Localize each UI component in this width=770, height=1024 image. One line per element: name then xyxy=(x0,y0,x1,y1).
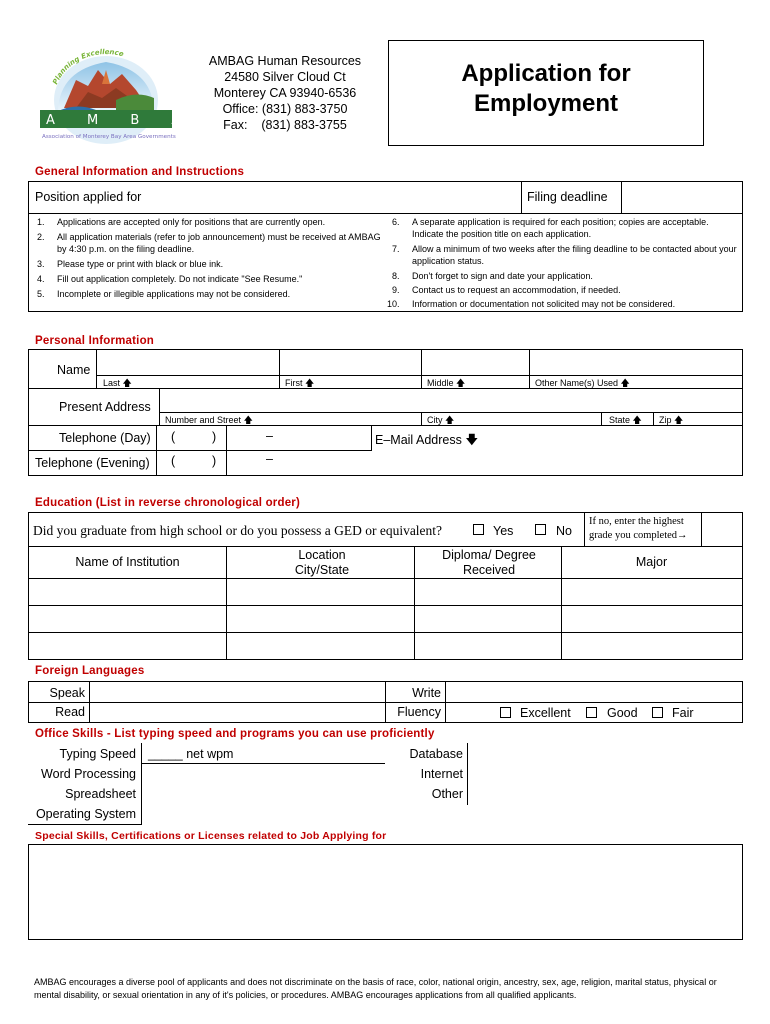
speak-field[interactable] xyxy=(90,682,384,701)
address-field[interactable] xyxy=(160,389,742,411)
ambag-logo xyxy=(36,40,176,150)
logo-letters: A M B xyxy=(46,113,154,128)
org-line: Monterey CA 93940-6536 xyxy=(213,86,357,100)
read-field[interactable] xyxy=(90,703,384,722)
instruction-item: 9. Contact us to request an accommodation, if needed. xyxy=(392,285,621,295)
typing-speed-field[interactable] xyxy=(142,743,384,762)
fluency-label: Fluency xyxy=(397,705,441,719)
position-label: Position applied for xyxy=(35,190,142,204)
name-label: Name xyxy=(57,363,91,377)
languages-box xyxy=(28,681,743,723)
street-caption: Number and Street 🡅 xyxy=(165,415,253,425)
graduation-question: Did you graduate from high school or do you possess a GED or equivalent? xyxy=(33,523,443,538)
first-name-field[interactable] xyxy=(280,350,420,374)
internet-label: Internet xyxy=(420,767,463,781)
org-line: Office: (831) 883-3750 xyxy=(222,102,348,116)
internet-field[interactable] xyxy=(468,764,741,783)
instruction-item: 2. All application materials (refer to job announcement) must be received at AMBAG by 4:30 p.m. on the filing deadline. xyxy=(37,232,381,254)
read-label: Read xyxy=(55,705,85,719)
highest-grade-label: If no, enter the highest grade you completed→ xyxy=(589,516,688,541)
org-line: Fax: (831) 883-3755 xyxy=(223,118,347,132)
no-label: No xyxy=(556,524,572,538)
phone-day-close-paren: ) xyxy=(212,430,217,444)
instruction-item: 1. Applications are accepted only for positions that are currently open. xyxy=(37,217,326,227)
highest-grade-field[interactable] xyxy=(702,513,742,545)
zip-caption: Zip 🡅 xyxy=(659,415,684,425)
instruction-item: 3. Please type or print with black or blue ink. xyxy=(37,259,224,269)
yes-checkbox[interactable] xyxy=(473,524,484,535)
other-names-field[interactable] xyxy=(530,350,742,374)
logo-subtitle: Association of Monterey Bay Area Governments xyxy=(42,134,176,140)
general-heading: General Information and Instructions xyxy=(35,166,245,178)
good-label: Good xyxy=(607,706,638,720)
operating-system-field[interactable] xyxy=(142,804,384,824)
first-name-caption: First 🡅 xyxy=(285,378,315,388)
arrow-down-icon: 🡇 xyxy=(465,433,479,447)
excellent-label: Excellent xyxy=(520,706,571,720)
org-line: AMBAG Human Resources xyxy=(208,54,362,68)
word-processing-label: Word Processing xyxy=(41,767,136,781)
special-skills-heading: Special Skills, Certifications or Licenses related to Job Applying for xyxy=(35,830,387,842)
education-row[interactable] xyxy=(29,633,742,659)
yes-label: Yes xyxy=(493,524,514,538)
typing-speed-label: Typing Speed xyxy=(59,747,136,761)
page-title: Application for Employment xyxy=(461,60,631,117)
education-heading: Education (List in reverse chronological order) xyxy=(35,497,301,509)
arrow-up-icon: 🡅 xyxy=(243,415,253,425)
instructions-left xyxy=(29,216,381,300)
instruction-item: 8. Don't forget to sign and date your application. xyxy=(392,271,593,281)
spreadsheet-field[interactable] xyxy=(142,784,384,803)
languages-heading: Foreign Languages xyxy=(35,665,145,677)
instructions-right xyxy=(384,216,740,310)
arrow-up-icon: 🡅 xyxy=(305,378,315,388)
write-field[interactable] xyxy=(446,682,742,701)
good-checkbox[interactable] xyxy=(586,707,597,718)
no-checkbox[interactable] xyxy=(535,524,546,535)
filing-deadline-field[interactable] xyxy=(623,182,741,213)
fair-label: Fair xyxy=(672,706,694,720)
office-skills-box xyxy=(28,743,743,826)
speak-label: Speak xyxy=(49,686,85,700)
position-field[interactable] xyxy=(149,182,519,213)
email-field[interactable] xyxy=(372,450,742,475)
other-names-caption: Other Name(s) Used 🡅 xyxy=(535,378,630,388)
phone-evening-dash: – xyxy=(266,452,273,466)
instruction-item: 7. Allow a minimum of two weeks after the filing deadline to be contacted about your application status. xyxy=(392,244,737,266)
city-caption: City 🡅 xyxy=(427,415,455,425)
general-box xyxy=(28,181,743,312)
fair-checkbox[interactable] xyxy=(652,707,663,718)
org-line: 24580 Silver Cloud Ct xyxy=(224,70,346,84)
arrow-up-icon: 🡅 xyxy=(620,378,630,388)
phone-day-label: Telephone (Day) xyxy=(59,431,151,445)
title-box xyxy=(388,40,704,146)
logo-arc-text: Planning Excellence xyxy=(51,47,125,86)
filing-deadline-label: Filing deadline xyxy=(527,190,608,204)
personal-heading: Personal Information xyxy=(35,335,155,347)
instruction-item: 5. Incomplete or illegible applications may not be considered. xyxy=(37,289,291,299)
excellent-checkbox[interactable] xyxy=(500,707,511,718)
instruction-item: 10. Information or documentation not solicited may not be considered. xyxy=(387,299,676,309)
col-location: Location City/State xyxy=(294,548,350,577)
last-name-field[interactable] xyxy=(97,350,278,374)
phone-evening-open-paren: ( xyxy=(171,454,176,468)
phone-day-open-paren: ( xyxy=(171,430,176,444)
education-row[interactable] xyxy=(29,606,742,631)
org-address-block xyxy=(192,53,378,133)
last-name-caption: Last 🡅 xyxy=(103,378,132,388)
database-label: Database xyxy=(409,747,463,761)
spreadsheet-label: Spreadsheet xyxy=(65,787,136,801)
phone-evening-close-paren: ) xyxy=(212,454,217,468)
arrow-up-icon: 🡅 xyxy=(674,415,684,425)
address-label: Present Address xyxy=(59,400,151,414)
instruction-item: 6. A separate application is required for each position; copies are acceptable. Indicate the position title on each application. xyxy=(392,217,709,239)
net-wpm-label: _____ net wpm xyxy=(148,747,234,761)
database-field[interactable] xyxy=(468,743,741,762)
middle-name-field[interactable] xyxy=(422,350,528,374)
col-diploma: Diploma/ Degree Received xyxy=(442,548,536,577)
special-skills-box[interactable] xyxy=(28,844,743,940)
education-box xyxy=(28,512,743,660)
phone-evening-label: Telephone (Evening) xyxy=(35,456,150,470)
other-field[interactable] xyxy=(468,784,741,804)
other-label: Other xyxy=(431,787,463,801)
write-label: Write xyxy=(412,686,441,700)
middle-name-caption: Middle 🡅 xyxy=(427,378,466,388)
arrow-up-icon: 🡅 xyxy=(632,415,642,425)
arrow-up-icon: 🡅 xyxy=(445,415,455,425)
personal-box xyxy=(28,349,743,476)
email-label: E–Mail Address 🡇 xyxy=(375,433,479,447)
arrow-up-icon: 🡅 xyxy=(456,378,466,388)
instruction-item: 4. Fill out application completely. Do not indicate "See Resume." xyxy=(37,274,303,284)
operating-system-label: Operating System xyxy=(35,807,136,821)
state-caption: State 🡅 xyxy=(609,415,642,425)
phone-day-field[interactable] xyxy=(157,426,371,449)
education-row[interactable] xyxy=(29,579,742,604)
col-institution: Name of Institution xyxy=(75,555,180,569)
phone-day-dash: – xyxy=(266,429,273,443)
col-major: Major xyxy=(635,555,668,569)
phone-evening-field[interactable] xyxy=(157,451,371,474)
word-processing-field[interactable] xyxy=(142,764,384,783)
footer-statement: AMBAG encourages a diverse pool of applicants and does not discriminate on the basis of race, color, national origin, ancestry, sex, age, religion, marital status, physical or mental disability, or sexual orientation in any of it's policies, or procedures. AMBAG encourages applications from all qualified applicants. xyxy=(34,977,717,1000)
arrow-up-icon: 🡅 xyxy=(122,378,132,388)
office-skills-heading: Office Skills - List typing speed and programs you can use proficiently xyxy=(35,728,435,740)
